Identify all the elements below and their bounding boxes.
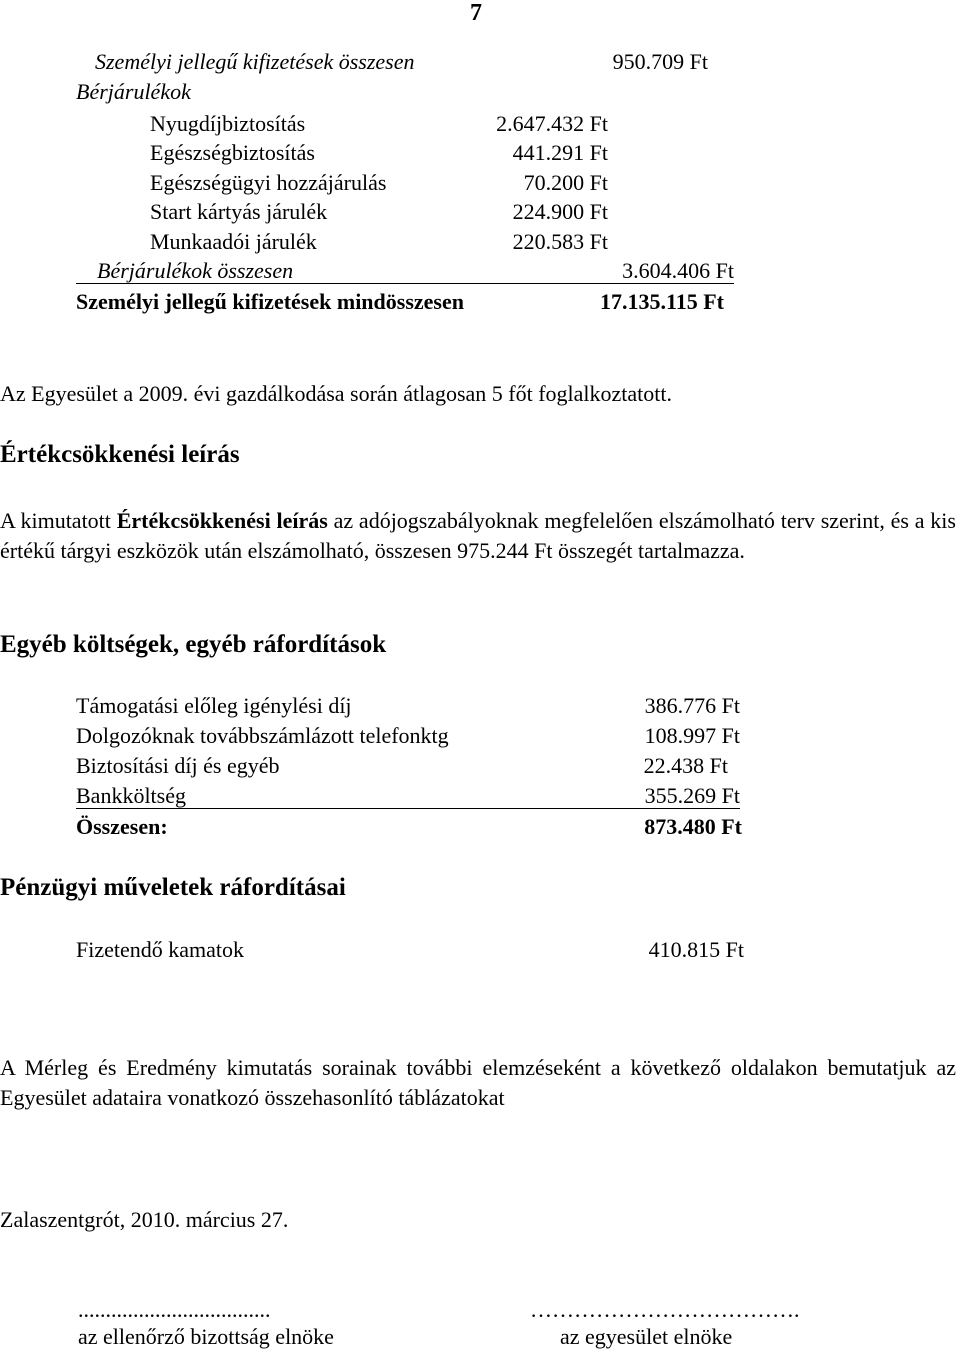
depreciation-text-after: az adójogszabályoknak megfelelően elszámolható terv szerint, és a kis értékű tárgyi eszközök után elszámolható, összesen 975.244 Ft összegét tartalmazza. <box>0 508 956 563</box>
contrib-item-label: Start kártyás járulék <box>150 199 328 224</box>
contrib-item-label: Egészségügyi hozzájárulás <box>150 170 387 195</box>
personal-grand-total-value: 17.135.115 Ft <box>599 289 724 314</box>
personal-total-value: 950.709 Ft <box>612 49 708 74</box>
personal-grand-total-label: Személyi jellegű kifizetések mindösszesen <box>76 289 464 314</box>
contrib-item-value: 441.291 Ft <box>512 140 608 165</box>
other-costs-heading: Egyéb költségek, egyéb ráfordítások <box>0 631 387 658</box>
contrib-item-value: 220.583 Ft <box>512 229 608 254</box>
other-cost-value: 22.438 Ft <box>643 753 728 778</box>
depreciation-paragraph <box>0 506 956 566</box>
other-cost-value: 355.269 Ft <box>644 783 740 808</box>
other-cost-label: Dolgozóknak továbbszámlázott telefonktg <box>76 723 449 748</box>
signature-left-title: az ellenőrző bizottság elnöke <box>78 1324 334 1349</box>
other-cost-label: Támogatási előleg igénylési díj <box>76 693 352 718</box>
signature-right-dots: ………………………………. <box>530 1297 800 1322</box>
personal-total-label: Személyi jellegű kifizetések összesen <box>95 49 415 74</box>
depreciation-text-bold: Értékcsökkenési leírás <box>116 508 328 533</box>
contrib-item-value: 70.200 Ft <box>523 170 608 195</box>
depreciation-heading: Értékcsökkenési leírás <box>0 441 240 468</box>
signature-right-title: az egyesület elnöke <box>560 1324 733 1349</box>
contrib-item-value: 224.900 Ft <box>512 199 608 224</box>
other-cost-value: 386.776 Ft <box>644 693 740 718</box>
employees-text: Az Egyesület a 2009. évi gazdálkodása során átlagosan 5 főt foglalkoztatott. <box>0 381 673 406</box>
signature-left-dots: ................................... <box>78 1297 271 1322</box>
financial-item-value: 410.815 Ft <box>648 937 744 962</box>
other-cost-label: Bankköltség <box>76 783 186 808</box>
contrib-total-label: Bérjárulékok összesen <box>97 258 294 283</box>
place-date: Zalaszentgrót, 2010. március 27. <box>0 1207 289 1232</box>
financial-heading: Pénzügyi műveletek ráfordításai <box>0 874 346 901</box>
page-number: 7 <box>470 0 482 26</box>
other-costs-total-value: 873.480 Ft <box>644 814 742 839</box>
contrib-item-label: Nyugdíjbiztosítás <box>150 111 306 136</box>
contrib-total-value: 3.604.406 Ft <box>622 258 734 283</box>
contrib-heading: Bérjárulékok <box>76 79 191 104</box>
other-cost-value: 108.997 Ft <box>644 723 740 748</box>
other-cost-label: Biztosítási díj és egyéb <box>76 753 280 778</box>
financial-item-label: Fizetendő kamatok <box>76 937 245 962</box>
contrib-item-label: Egészségbiztosítás <box>150 140 315 165</box>
closing-paragraph: A Mérleg és Eredmény kimutatás sorainak további elemzéseként a következő oldalakon bemutatjuk az Egyesület adataira vonatkozó összehasonlító táblázatokat <box>0 1055 956 1110</box>
other-costs-total-label: Összesen: <box>76 814 168 839</box>
contrib-item-value: 2.647.432 Ft <box>496 111 608 136</box>
contrib-item-label: Munkaadói járulék <box>150 229 317 254</box>
depreciation-text-before: A kimutatott <box>0 508 117 533</box>
